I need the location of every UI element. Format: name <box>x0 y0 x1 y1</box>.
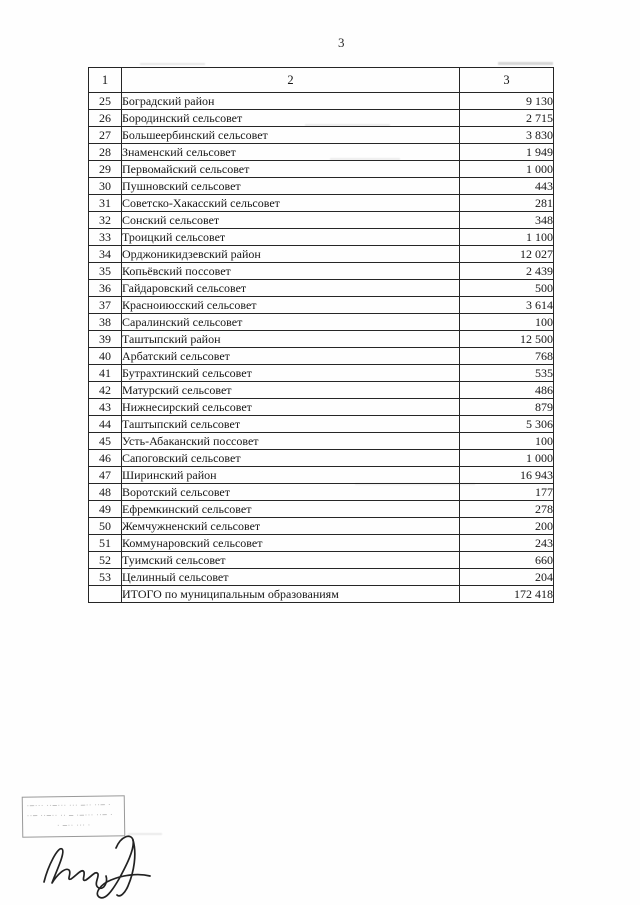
row-number-cell: 27 <box>89 127 122 144</box>
table-row <box>89 484 554 501</box>
row-number-cell: 51 <box>89 535 122 552</box>
row-number-cell: 45 <box>89 433 122 450</box>
column-header-1: 1 <box>89 68 122 93</box>
row-name-cell: Пушновский сельсовет <box>122 178 460 195</box>
row-number-cell: 32 <box>89 212 122 229</box>
row-value-cell: 1 949 <box>460 144 554 161</box>
row-number-cell: 26 <box>89 110 122 127</box>
row-name-cell: Бутрахтинский сельсовет <box>122 365 460 382</box>
table-row <box>89 569 554 586</box>
table-row <box>89 433 554 450</box>
row-name-cell: Знаменский сельсовет <box>122 144 460 161</box>
table-row <box>89 518 554 535</box>
row-name-cell: Ширинский район <box>122 467 460 484</box>
row-name-cell: Целинный сельсовет <box>122 569 460 586</box>
row-name-cell: Сапоговский сельсовет <box>122 450 460 467</box>
table-row <box>89 229 554 246</box>
table-row <box>89 467 554 484</box>
row-value-cell: 278 <box>460 501 554 518</box>
row-value-cell: 100 <box>460 433 554 450</box>
stamp-text-line: ·─··· ··─··· ··· ─·· ··─ · <box>26 802 112 810</box>
row-value-cell: 16 943 <box>460 467 554 484</box>
row-value-cell: 2 439 <box>460 263 554 280</box>
row-value-cell: 172 418 <box>460 586 554 603</box>
table-row <box>89 212 554 229</box>
scan-artifact <box>498 62 553 65</box>
row-name-cell: Усть-Абаканский поссовет <box>122 433 460 450</box>
scan-artifact <box>140 63 205 65</box>
column-header-3: 3 <box>460 68 554 93</box>
row-number-cell: 50 <box>89 518 122 535</box>
row-value-cell: 768 <box>460 348 554 365</box>
row-number-cell: 39 <box>89 331 122 348</box>
row-value-cell: 12 500 <box>460 331 554 348</box>
row-name-cell: Ефремкинский сельсовет <box>122 501 460 518</box>
table-header-row <box>89 68 554 93</box>
row-name-cell: Нижнесирский сельсовет <box>122 399 460 416</box>
table-row <box>89 450 554 467</box>
row-name-cell: Арбатский сельсовет <box>122 348 460 365</box>
row-value-cell: 12 027 <box>460 246 554 263</box>
row-name-cell: Боградский район <box>122 93 460 110</box>
row-number-cell: 42 <box>89 382 122 399</box>
row-number-cell: 29 <box>89 161 122 178</box>
row-name-cell: Саралинский сельсовет <box>122 314 460 331</box>
row-number-cell: 52 <box>89 552 122 569</box>
table-row <box>89 586 554 603</box>
row-value-cell: 2 715 <box>460 110 554 127</box>
row-value-cell: 3 830 <box>460 127 554 144</box>
page-number: 3 <box>338 35 345 50</box>
table-row <box>89 314 554 331</box>
row-number-cell: 46 <box>89 450 122 467</box>
table-row <box>89 246 554 263</box>
row-number-cell: 49 <box>89 501 122 518</box>
column-header-2: 2 <box>122 68 460 93</box>
table-row <box>89 178 554 195</box>
row-number-cell: 38 <box>89 314 122 331</box>
row-value-cell: 660 <box>460 552 554 569</box>
stamp-text-line: ··─ ··─·· ·· ─ ·─··· ··─ · <box>26 812 114 820</box>
row-value-cell: 281 <box>460 195 554 212</box>
row-value-cell: 5 306 <box>460 416 554 433</box>
row-value-cell: 443 <box>460 178 554 195</box>
table-row <box>89 297 554 314</box>
row-name-cell: Большеербинский сельсовет <box>122 127 460 144</box>
row-number-cell: 37 <box>89 297 122 314</box>
stamp-text-line: · ─·· ··· · <box>57 822 92 830</box>
row-name-cell: Матурский сельсовет <box>122 382 460 399</box>
row-number-cell: 34 <box>89 246 122 263</box>
row-number-cell: 48 <box>89 484 122 501</box>
row-name-cell: Гайдаровский сельсовет <box>122 280 460 297</box>
row-name-cell: Таштыпский район <box>122 331 460 348</box>
row-number-cell: 36 <box>89 280 122 297</box>
table-row <box>89 399 554 416</box>
table-row <box>89 501 554 518</box>
row-number-cell: 40 <box>89 348 122 365</box>
row-name-cell: Таштыпский сельсовет <box>122 416 460 433</box>
row-name-cell: Сонский сельсовет <box>122 212 460 229</box>
row-number-cell: 47 <box>89 467 122 484</box>
row-number-cell <box>89 586 122 603</box>
row-number-cell: 30 <box>89 178 122 195</box>
table-row <box>89 93 554 110</box>
row-value-cell: 1 000 <box>460 161 554 178</box>
table-row <box>89 382 554 399</box>
row-number-cell: 28 <box>89 144 122 161</box>
row-name-cell: Туимский сельсовет <box>122 552 460 569</box>
row-value-cell: 348 <box>460 212 554 229</box>
row-value-cell: 486 <box>460 382 554 399</box>
row-number-cell: 25 <box>89 93 122 110</box>
row-name-cell: Бородинский сельсовет <box>122 110 460 127</box>
row-name-cell: Советско-Хакасский сельсовет <box>122 195 460 212</box>
table-row <box>89 348 554 365</box>
row-number-cell: 35 <box>89 263 122 280</box>
table-row <box>89 535 554 552</box>
row-value-cell: 243 <box>460 535 554 552</box>
row-number-cell: 44 <box>89 416 122 433</box>
row-number-cell: 31 <box>89 195 122 212</box>
row-number-cell: 33 <box>89 229 122 246</box>
row-value-cell: 879 <box>460 399 554 416</box>
row-value-cell: 1 000 <box>460 450 554 467</box>
table-row <box>89 263 554 280</box>
row-value-cell: 177 <box>460 484 554 501</box>
table-row <box>89 552 554 569</box>
table-row <box>89 365 554 382</box>
row-name-cell: Жемчужненский сельсовет <box>122 518 460 535</box>
row-number-cell: 53 <box>89 569 122 586</box>
signature <box>38 832 163 902</box>
row-name-cell: Копьёвский поссовет <box>122 263 460 280</box>
row-name-cell: Троицкий сельсовет <box>122 229 460 246</box>
table-row <box>89 144 554 161</box>
row-name-cell: Первомайский сельсовет <box>122 161 460 178</box>
row-name-cell: Воротский сельсовет <box>122 484 460 501</box>
table-row <box>89 416 554 433</box>
table-row <box>89 110 554 127</box>
table-row <box>89 127 554 144</box>
row-name-cell: ИТОГО по муниципальным образованиям <box>122 586 460 603</box>
table-body <box>89 93 554 603</box>
municipalities-table <box>88 67 554 603</box>
row-value-cell: 204 <box>460 569 554 586</box>
row-value-cell: 100 <box>460 314 554 331</box>
row-name-cell: Орджоникидзевский район <box>122 246 460 263</box>
row-value-cell: 535 <box>460 365 554 382</box>
row-number-cell: 41 <box>89 365 122 382</box>
row-value-cell: 3 614 <box>460 297 554 314</box>
row-number-cell: 43 <box>89 399 122 416</box>
row-name-cell: Красноиюсский сельсовет <box>122 297 460 314</box>
row-value-cell: 1 100 <box>460 229 554 246</box>
table-row <box>89 331 554 348</box>
row-value-cell: 500 <box>460 280 554 297</box>
table-row <box>89 280 554 297</box>
row-name-cell: Коммунаровский сельсовет <box>122 535 460 552</box>
table-row <box>89 195 554 212</box>
table-row <box>89 161 554 178</box>
row-value-cell: 9 130 <box>460 93 554 110</box>
row-value-cell: 200 <box>460 518 554 535</box>
